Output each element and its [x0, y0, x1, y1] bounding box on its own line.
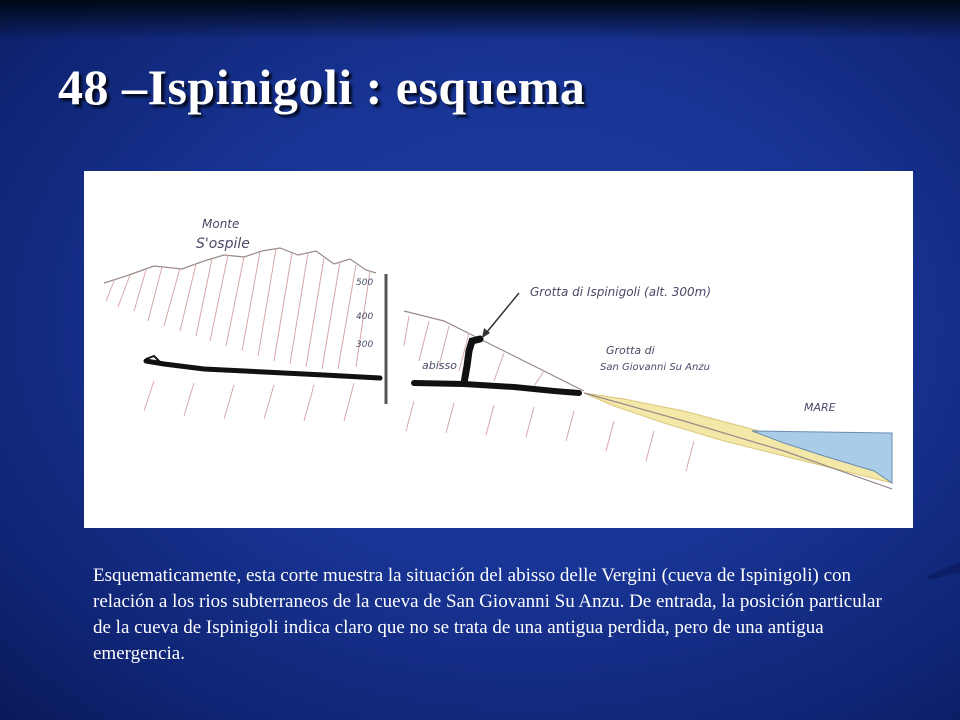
mountain-hatching: [106, 249, 370, 421]
grotta-san-giovanni-label-1: Grotta di: [606, 344, 655, 357]
corner-decoration: [920, 540, 960, 580]
mountain-label-2: S'ospile: [196, 236, 250, 252]
grotta-ispinigoli-label: Grotta di Ispinigoli (alt. 300m): [530, 285, 712, 299]
sea-label: MARE: [804, 401, 836, 414]
ispinigoli-cave: [414, 383, 579, 393]
slide-caption: Esquematicamente, esta corte muestra la situación del abisso delle Vergini (cueva de Ispinigoli) con relación a los rios subterraneos de la cueva de San Giovanni Su Anzu. De entrada, la posición particular de la cueva de Ispinigoli indica claro que no se trata de una antigua perdida, pero de una antigua emergencia.: [93, 565, 882, 665]
underground-river-left: [146, 361, 380, 378]
grotta-san-giovanni-label-2: San Giovanni Su Anzu: [600, 362, 710, 373]
mountain-label-1: Monte: [202, 217, 240, 231]
sketch-drawing: [84, 171, 913, 528]
cross-section-sketch: [84, 171, 913, 528]
scale-label-400: 400: [356, 312, 374, 322]
scale-label-500: 500: [356, 278, 374, 288]
top-shade: [0, 0, 960, 40]
slide-title: 48 –Ispinigoli : esquema: [58, 59, 586, 115]
scale-label-300: 300: [356, 340, 374, 350]
abisso-label: abisso: [422, 359, 457, 372]
